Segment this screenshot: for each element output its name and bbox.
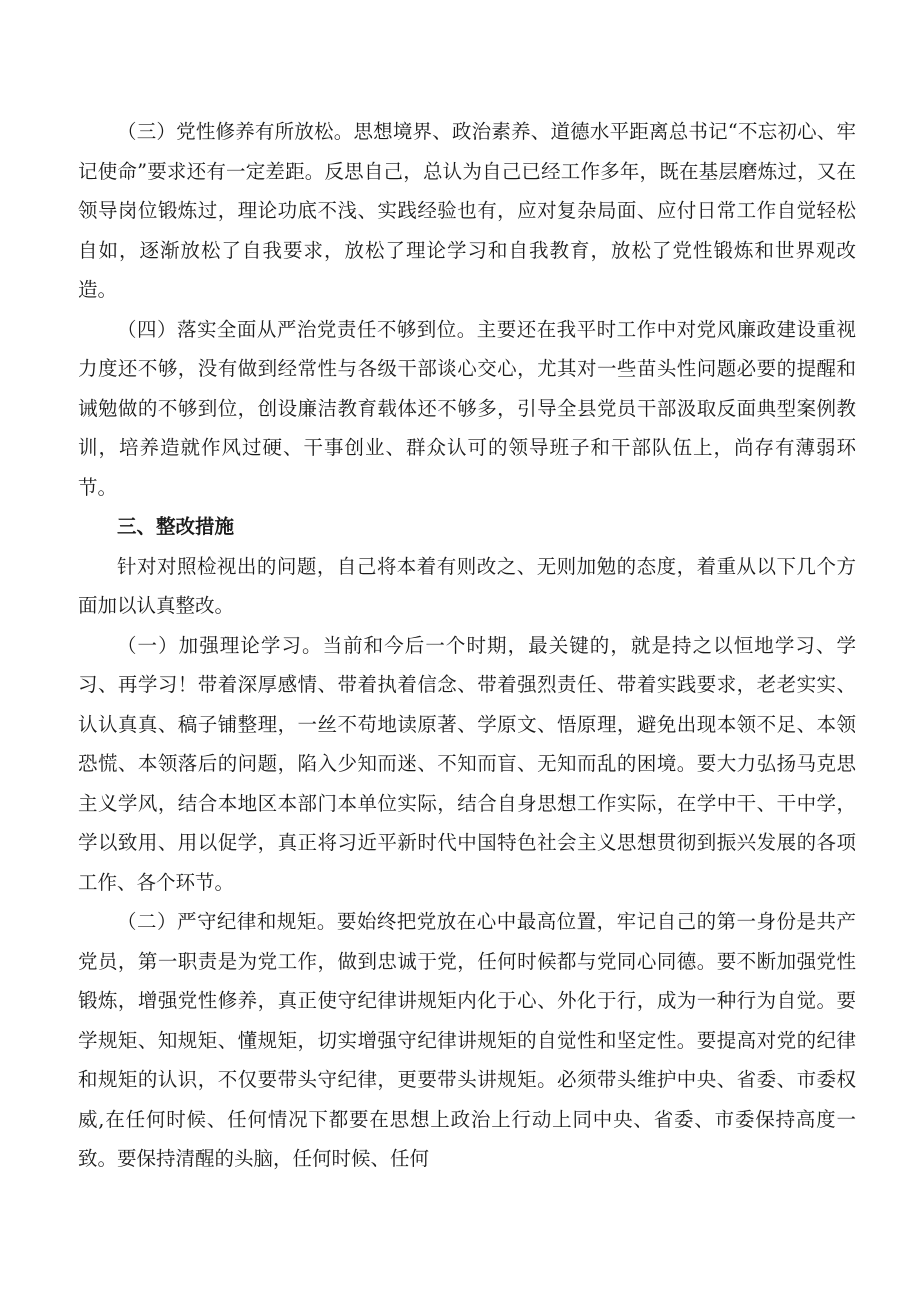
- paragraph-theory-study: （一）加强理论学习。当前和今后一个时期，最关键的，就是持之以恒地学习、学习、再学习！带着深厚感情、带着执着信念、带着强烈责任、带着实践要求，老老实实、认认真真、稿子铺整理，一丝不苟地读原著、学原文、悟原理，避免出现本领不足、本领恐慌、本领落后的问题，陷入少知而迷、不知而盲、无知而乱的困境。要大力弘扬马克思主义学风，结合本地区本部门本单位实际，结合自身思想工作实际，在学中干、干中学，学以致用、用以促学，真正将习近平新时代中国特色社会主义思想贯彻到振兴发展的各项工作、各个环节。: [78, 633, 856, 894]
- document-page: [78, 112, 856, 1179]
- paragraph-discipline-rules: （二）严守纪律和规矩。要始终把党放在心中最高位置，牢记自己的第一身份是共产党员，第一职责是为党工作，做到忠诚于党，任何时候都与党同心同德。要不断加强党性锻炼，增强党性修养，真正使守纪律讲规矩内化于心、外化于行，成为一种行为自觉。要学规矩、知规矩、懂规矩，切实增强守纪律讲规矩的自觉性和坚定性。要提高对党的纪律和规矩的认识，不仅要带头守纪律，更要带头讲规矩。必须带头维护中央、省委、市委权威,在任何时候、任何情况下都要在思想上政治上行动上同中央、省委、市委保持高度一致。要保持清醒的头脑，任何时候、任何: [78, 910, 856, 1170]
- paragraph-strict-governance: （四）落实全面从严治党责任不够到位。主要还在我平时工作中对党风廉政建设重视力度还不够，没有做到经常性与各级干部谈心交心，尤其对一些苗头性问题必要的提醒和诫勉做的不够到位，创设廉洁教育载体还不够多，引导全县党员干部汲取反面典型案例教训，培养造就作风过硬、干事创业、群众认可的领导班子和干部队伍上，尚存有薄弱环节。: [78, 317, 856, 499]
- paragraph-party-cultivation: （三）党性修养有所放松。思想境界、政治素养、道德水平距离总书记“不忘初心、牢记使命”要求还有一定差距。反思自己，总认为自己已经工作多年，既在基层磨炼过，又在领导岗位锻炼过，理论功底不浅、实践经验也有，应对复杂局面、应付日常工作自觉轻松自如，逐渐放松了自我要求，放松了理论学习和自我教育，放松了党性锻炼和世界观改造。: [78, 120, 856, 301]
- paragraph-rectification-intro: 针对对照检视出的问题，自己将本着有则改之、无则加勉的态度，着重从以下几个方面加以认真整改。: [78, 554, 856, 617]
- section-heading-rectification: 三、整改措施: [117, 515, 235, 538]
